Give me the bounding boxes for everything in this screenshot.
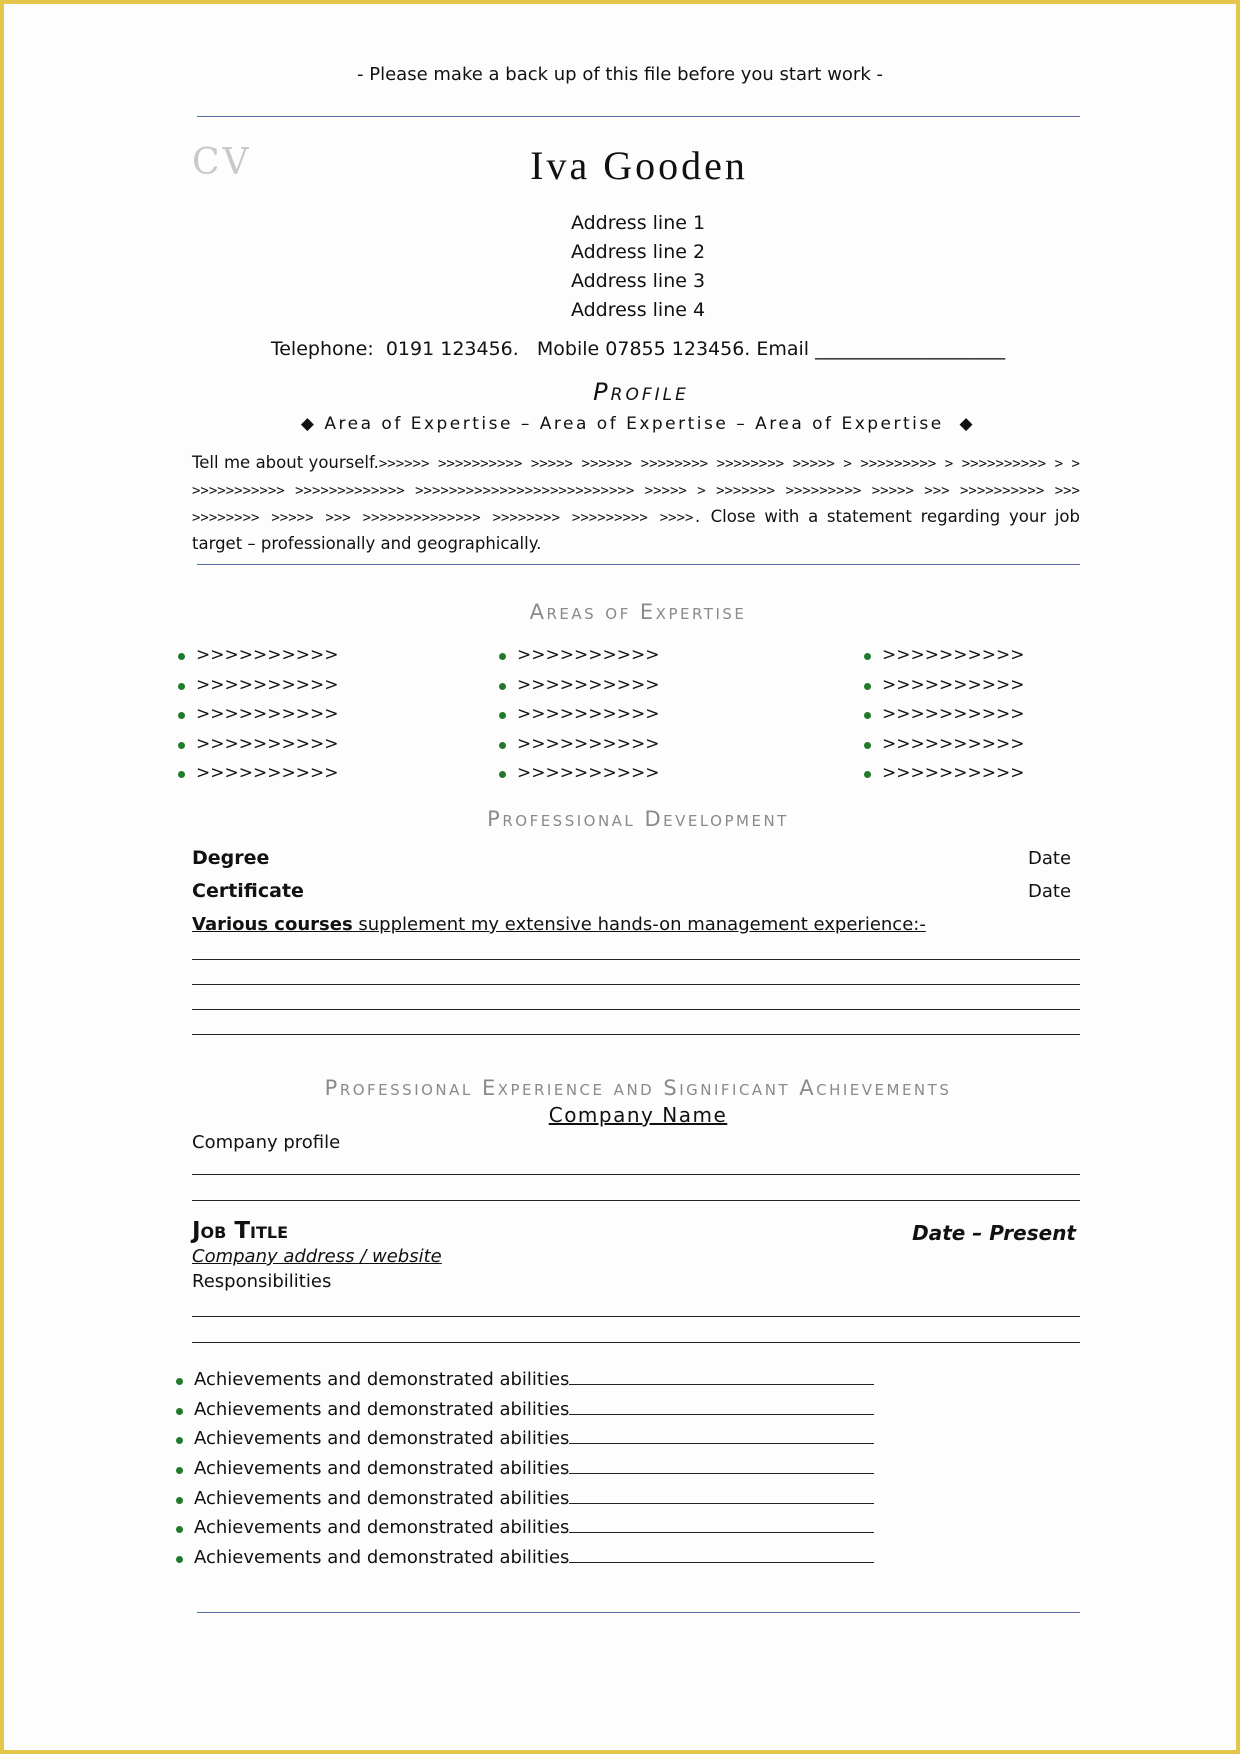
profile-summary-lead: Tell me about yourself. xyxy=(192,453,379,472)
experience-heading: Professional Experience and Significant Achievements xyxy=(324,1076,952,1100)
list-item: Achievements and demonstrated abilities xyxy=(176,1369,874,1399)
list-item: >>>>>>>>>> xyxy=(178,704,338,734)
list-item: >>>>>>>>>> xyxy=(864,645,1024,675)
list-item: >>>>>>>>>> xyxy=(178,675,338,705)
blank-line xyxy=(192,959,1080,960)
bullet-icon xyxy=(176,1526,183,1533)
bullet-icon xyxy=(864,683,871,690)
blank-line xyxy=(569,1429,874,1444)
bullet-icon xyxy=(178,653,185,660)
company-name: Company Name xyxy=(548,1103,728,1127)
list-item: >>>>>>>>>> xyxy=(864,734,1024,764)
top-divider xyxy=(197,116,1080,117)
expertise-column-3 xyxy=(864,645,1024,793)
list-item: >>>>>>>>>> xyxy=(499,763,659,793)
list-item: Achievements and demonstrated abilities xyxy=(176,1488,874,1518)
blank-line xyxy=(192,1174,1080,1175)
bullet-icon xyxy=(499,683,506,690)
profile-divider xyxy=(197,564,1080,565)
expertise-column-2 xyxy=(499,645,659,793)
address-line-4: Address line 4 xyxy=(570,299,706,321)
blank-line xyxy=(192,984,1080,985)
blank-line xyxy=(569,1548,874,1563)
list-item: >>>>>>>>>> xyxy=(864,675,1024,705)
bullet-icon xyxy=(176,1467,183,1474)
areas-of-expertise-heading: Areas of Expertise xyxy=(529,600,747,624)
blank-line xyxy=(569,1518,874,1533)
degree-date: Date xyxy=(1028,848,1072,869)
blank-line xyxy=(569,1400,874,1415)
bullet-icon xyxy=(176,1378,183,1385)
courses-bold: Various courses xyxy=(192,914,353,935)
list-item: Achievements and demonstrated abilities xyxy=(176,1547,874,1577)
blank-line xyxy=(569,1459,874,1474)
address-line-3: Address line 3 xyxy=(570,270,706,292)
blank-line xyxy=(569,1370,874,1385)
achievements-list xyxy=(176,1369,874,1577)
contact-details: Telephone: 0191 123456. Mobile 07855 123456. Email ____________________ xyxy=(270,338,1006,360)
blank-line xyxy=(192,1342,1080,1343)
bullet-icon xyxy=(864,712,871,719)
list-item: >>>>>>>>>> xyxy=(178,645,338,675)
backup-notice: - Please make a back up of this file before you start work - xyxy=(357,64,883,85)
bullet-icon xyxy=(176,1556,183,1563)
blank-line xyxy=(192,1009,1080,1010)
bullet-icon xyxy=(178,771,185,778)
courses-statement xyxy=(192,914,926,935)
blank-line xyxy=(192,1316,1080,1317)
profile-summary-filler: >>>>>> >>>>>>>>>> >>>>> >>>>>> >>>>>>>> >>>>>>>> >>>>> > >>>>>>>>> > >>>>>>>>>> > > >>>>>>>>>>> >>>>>>>>>>>>> >>>>>>>>>>>>>>>>>>>>>>>>>> >>>>> > >>>>>>> >>>>>>>>> >>>>> >>> >>>>>>>>>> >>> >>>>>>>> >>>>> >>> >>>>>>>>>>>>>> >>>>>>>> >>>>>>>>> >>>>. xyxy=(192,456,1080,526)
profile-summary xyxy=(192,450,1080,556)
blank-line xyxy=(192,1200,1080,1201)
list-item: Achievements and demonstrated abilities xyxy=(176,1517,874,1547)
bottom-divider xyxy=(197,1612,1080,1613)
certificate-label: Certificate xyxy=(192,880,304,902)
bullet-icon xyxy=(176,1408,183,1415)
company-address: Company address / website xyxy=(192,1246,442,1267)
profile-heading: Profile xyxy=(593,378,689,406)
list-item: >>>>>>>>>> xyxy=(499,704,659,734)
bullet-icon xyxy=(176,1437,183,1444)
list-item: >>>>>>>>>> xyxy=(499,645,659,675)
bullet-icon xyxy=(499,653,506,660)
bullet-icon xyxy=(178,712,185,719)
candidate-name: Iva Gooden xyxy=(530,143,748,188)
profile-summary-close: Close with a statement regarding your job target – professionally and geographically. xyxy=(192,507,1080,553)
blank-line xyxy=(569,1489,874,1504)
bullet-icon xyxy=(176,1497,183,1504)
degree-label: Degree xyxy=(192,847,270,869)
bullet-icon xyxy=(499,712,506,719)
bullet-icon xyxy=(864,771,871,778)
list-item: >>>>>>>>>> xyxy=(178,763,338,793)
bullet-icon xyxy=(499,742,506,749)
list-item: >>>>>>>>>> xyxy=(499,675,659,705)
list-item: >>>>>>>>>> xyxy=(499,734,659,764)
courses-rest: supplement my extensive hands-on management experience:- xyxy=(352,914,926,935)
job-date: Date – Present xyxy=(912,1221,1076,1245)
bullet-icon xyxy=(178,683,185,690)
blank-line xyxy=(192,1034,1080,1035)
bullet-icon xyxy=(864,653,871,660)
cv-watermark: CV xyxy=(192,142,252,183)
address-line-1: Address line 1 xyxy=(570,212,706,234)
job-title: Job Title xyxy=(192,1218,289,1244)
company-profile: Company profile xyxy=(192,1132,341,1153)
list-item: Achievements and demonstrated abilities xyxy=(176,1428,874,1458)
responsibilities-label: Responsibilities xyxy=(192,1271,332,1292)
list-item: Achievements and demonstrated abilities xyxy=(176,1399,874,1429)
professional-development-heading: Professional Development xyxy=(487,807,789,831)
list-item: Achievements and demonstrated abilities xyxy=(176,1458,874,1488)
list-item: >>>>>>>>>> xyxy=(178,734,338,764)
address-line-2: Address line 2 xyxy=(570,241,706,263)
expertise-summary-line: ◆ Area of Expertise – Area of Expertise – Area of Expertise ◆ xyxy=(300,414,976,434)
certificate-date: Date xyxy=(1028,881,1072,902)
expertise-column-1 xyxy=(178,645,338,793)
bullet-icon xyxy=(864,742,871,749)
list-item: >>>>>>>>>> xyxy=(864,763,1024,793)
bullet-icon xyxy=(178,742,185,749)
list-item: >>>>>>>>>> xyxy=(864,704,1024,734)
bullet-icon xyxy=(499,771,506,778)
